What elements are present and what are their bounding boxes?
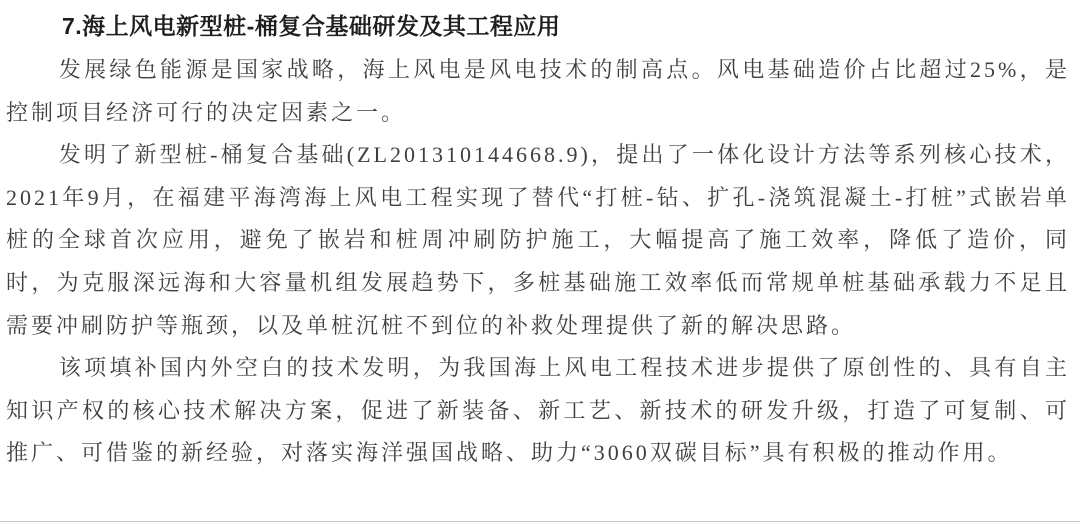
document-body bbox=[0, 43, 1080, 475]
section-title: 7.海上风电新型桩-桶复合基础研发及其工程应用 bbox=[62, 13, 561, 39]
paragraph-overview: 发展绿色能源是国家战略，海上风电是风电技术的制高点。风电基础造价占比超过25%，是控制项目经济可行的决定因素之一。 bbox=[6, 57, 1070, 125]
paragraph-invention: 发明了新型桩-桶复合基础(ZL201310144668.9)，提出了一体化设计方法等系列核心技术，2021年9月，在福建平海湾海上风电工程实现了替代“打桩-钻、扩孔-浇筑混凝土-打桩”式嵌岩单桩的全球首次应用，避免了嵌岩和桩周冲刷防护施工，大幅提高了施工效率，降低了造价，同时，为克服深远海和大容量机组发展趋势下，多桩基础施工效率低而常规单桩基础承载力不足且需要冲刷防护等瓶颈，以及单桩沉桩不到位的补救处理提供了新的解决思路。 bbox=[6, 142, 1070, 338]
paragraph-impact: 该项填补国内外空白的技术发明，为我国海上风电工程技术进步提供了原创性的、具有自主知识产权的核心技术解决方案，促进了新装备、新工艺、新技术的研发升级，打造了可复制、可推广、可借鉴的新经验，对落实海洋强国战略、助力“3060双碳目标”具有积极的推动作用。 bbox=[6, 355, 1070, 466]
page-bottom-divider bbox=[0, 521, 1080, 522]
